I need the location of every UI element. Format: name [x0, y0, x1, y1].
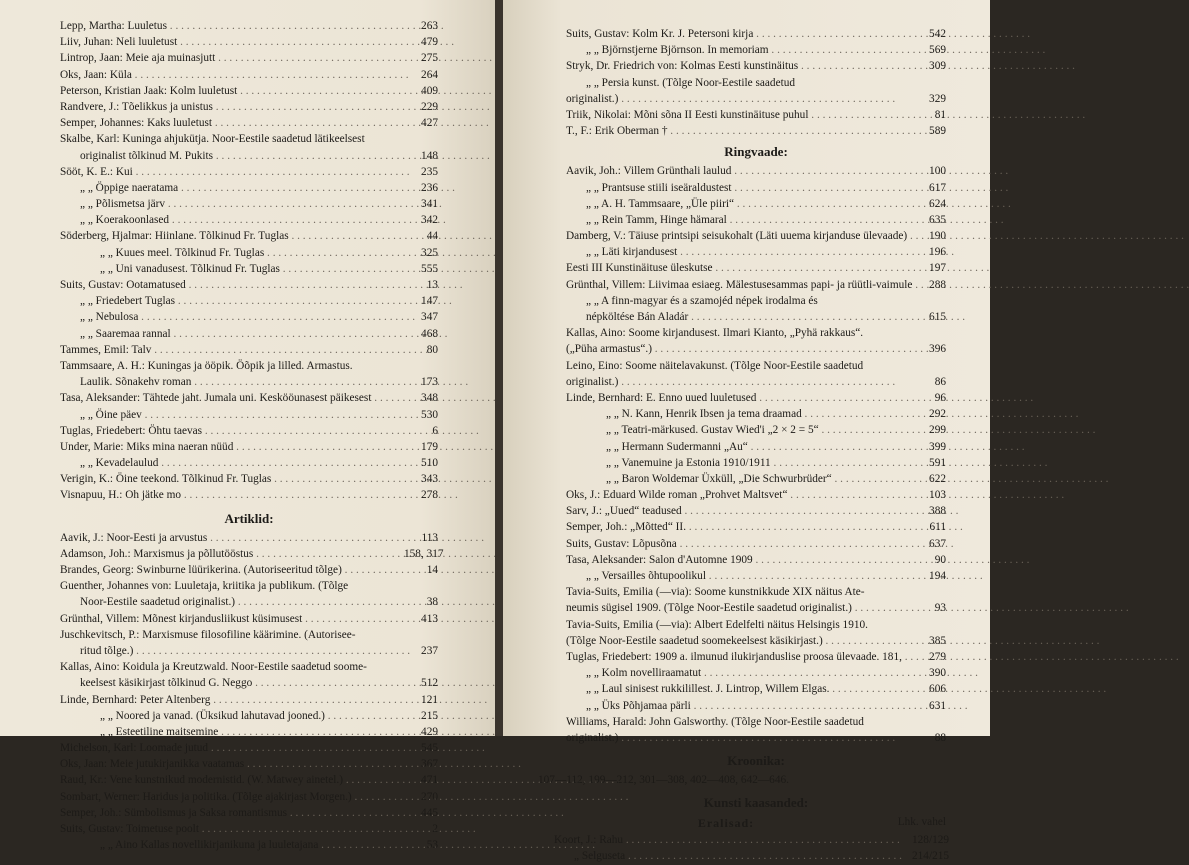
index-entry	[60, 342, 438, 358]
index-entry	[60, 675, 438, 691]
right-page	[503, 0, 990, 863]
entry-title: T., F.: Erik Oberman † . . .	[566, 123, 912, 139]
index-entry	[60, 374, 438, 390]
entry-title: „ „ Friedebert Tuglas . . .	[80, 293, 404, 309]
entry-page: 96	[934, 391, 946, 404]
entry-title: keelsest käsikirjast tõlkinud G. Neggo . . .	[80, 675, 404, 691]
entry-title: Aavik, Joh.: Villem Grünthali laulud . . .	[566, 163, 912, 179]
entry-title: Under, Marie: Miks mina naeran nüüd . . .	[60, 439, 404, 455]
index-entry	[60, 212, 438, 228]
art-subheading: Eralisad:	[697, 816, 755, 831]
index-entry	[566, 358, 946, 374]
index-entry	[60, 131, 438, 147]
entry-title: Leino, Eino: Soome näitelavakunst. (Tõlge Noor-Eestile saadetud	[566, 359, 864, 372]
entry-title: Verigin, K.: Öine teekond. Tõlkinud Fr. Tuglas . . .	[60, 471, 404, 487]
index-entry	[566, 584, 946, 600]
entry-title: originalist tõlkinud M. Pukits . . .	[80, 148, 404, 164]
entry-title: Tuglas, Friedebert: 1909 a. ilmunud ilukirjanduslise proosa ülevaade. 181, . . .	[566, 649, 912, 665]
index-entry	[566, 600, 946, 616]
entry-title: „ „ Baron Woldemar Üxküll, „Die Schwurbrüder“ . . .	[606, 471, 912, 487]
index-entry	[554, 832, 950, 848]
index-entry	[60, 471, 438, 487]
index-entry	[60, 455, 438, 471]
entry-title: „ „ Nebulosa . . .	[80, 309, 404, 325]
entry-page: 510	[421, 457, 438, 470]
entry-title: népköltése Bán Aladár . . .	[586, 309, 912, 325]
index-entry	[566, 503, 946, 519]
art-heading: Kunsti kaasanded:	[703, 795, 809, 811]
index-entry	[60, 99, 438, 115]
entry-title: „ Selguseta . . .	[574, 848, 912, 864]
entry-page: 512	[421, 677, 438, 690]
entry-title: „ „ Kolm novelliraamatut . . .	[586, 665, 912, 681]
entry-title: Sööt, K. E.: Kui . . .	[60, 164, 404, 180]
index-entry	[566, 75, 946, 91]
entry-title: „ „ Persia kunst. (Tõlge Noor-Eestile saadetud	[586, 76, 796, 89]
index-entry	[60, 530, 438, 546]
entry-page: 471	[421, 774, 438, 787]
entry-page: 329	[929, 92, 946, 105]
entry-title: Lintrop, Jaan: Meie aja muinasjutt . . .	[60, 50, 404, 66]
index-entry	[566, 107, 946, 123]
index-entry	[566, 439, 946, 455]
entry-page: 347	[421, 311, 438, 324]
entry-title: Söderberg, Hjalmar: Hiinlane. Tõlkinud Fr. Tuglas . . .	[60, 228, 404, 244]
entry-title: Oks, Jaan: Küla . . .	[60, 67, 404, 83]
entry-page: 194	[929, 570, 946, 582]
index-entry	[60, 326, 438, 342]
entry-page: 309	[929, 60, 946, 73]
entry-page: 237	[421, 644, 438, 657]
index-entry	[60, 627, 438, 643]
index-entry	[60, 293, 438, 309]
entry-page: 385	[929, 634, 946, 647]
entry-title: „ „ Läti kirjandusest . . .	[586, 244, 912, 260]
index-entry	[60, 34, 438, 50]
entry-title: „ „ Teatri-märkused. Gustav Wied'i „2 × 2 = 5“ . . .	[606, 422, 912, 438]
index-entry	[60, 245, 438, 261]
entry-title: Tammsaare, A. H.: Kuningas ja ööpik. Öõpik ja lilled. Armastus.	[60, 359, 353, 372]
entry-title: („Püha armastus“.) . . .	[566, 341, 912, 357]
index-entry	[60, 772, 438, 788]
entry-title: Suits, Gustav: Toimetuse poolt . . .	[60, 821, 404, 837]
index-entry	[60, 578, 438, 594]
art-subheading-row	[566, 814, 946, 832]
entry-title: Tavia-Suits, Emilia (—via): Soome kunstnikkude XIX näitus Ate-	[566, 586, 865, 599]
index-entry	[566, 633, 946, 649]
entry-title: „ „ Kuues meel. Tõlkinud Fr. Tuglas . . .	[100, 245, 404, 261]
entry-page: 121	[421, 693, 438, 706]
chronicle-pages: 107—112, 199—212, 301—308, 402—408, 642—646.	[538, 774, 789, 787]
left-page	[0, 0, 495, 852]
entry-page: 445	[421, 806, 438, 819]
index-entry	[566, 91, 946, 107]
entry-title: „ „ Rein Tamm, Hinge hämaral . . .	[586, 212, 912, 228]
entry-page: 396	[929, 343, 946, 356]
index-entry	[566, 714, 946, 730]
entry-title: Tammes, Emil: Talv . . .	[60, 342, 404, 358]
entry-page: 81	[934, 108, 946, 121]
index-entry	[60, 67, 438, 83]
index-entry	[566, 649, 946, 665]
entry-page: 196	[929, 246, 946, 259]
entry-title: Grünthal, Villem: Mõnest kirjandusliikust küsimusest . . .	[60, 611, 404, 627]
index-entry	[566, 293, 946, 309]
entry-title: „ „ Laul sinisest rukkilillest. J. Lintrop, Willem Elgas. . . .	[586, 681, 912, 697]
entry-title: „ „ Vanemuine ja Estonia 1910/1911 . . .	[606, 455, 912, 471]
entry-title: Koort, J.: Rahu . . .	[554, 832, 912, 848]
index-entry	[566, 341, 946, 357]
entry-title: Grünthal, Villem: Liivimaa esiaeg. Mälestusesammas papi- ja rüütli-vaimule . . .	[566, 277, 912, 293]
entry-page: 341	[421, 198, 438, 211]
entry-page: 113	[421, 531, 438, 544]
entry-title: „ „ Uni vanadusest. Tõlkinud Fr. Tuglas . . .	[100, 261, 404, 277]
entry-title: Damberg, V.: Täiuse printsipi seisukohalt (Läti uuema kirjanduse ülevaade) . . .	[566, 228, 912, 244]
entry-title: Suits, Gustav: Lõpusõna . . .	[566, 536, 912, 552]
index-entry	[60, 643, 438, 659]
entry-page: 6	[432, 424, 438, 437]
entry-title: Liiv, Juhan: Neli luuletust . . .	[60, 34, 404, 50]
entry-page: 197	[929, 262, 946, 275]
index-entry	[566, 163, 946, 179]
articles-list	[60, 530, 444, 854]
index-entry	[60, 390, 438, 406]
entry-title: Noor-Eestile saadetud originalist.) . . .	[80, 594, 404, 610]
entry-page: 479	[421, 36, 438, 49]
index-entry	[60, 837, 438, 853]
entry-title: „ „ Öppige naeratama . . .	[80, 180, 404, 196]
entry-title: Linde, Bernhard: E. Enno uued luuletused . . .	[566, 390, 912, 406]
entry-page: 279	[929, 650, 946, 663]
entry-page: 263	[421, 20, 438, 32]
entry-page: 128/129	[912, 834, 950, 847]
entry-page: 270	[421, 790, 438, 803]
entry-page: 288	[929, 278, 946, 291]
index-entry	[566, 374, 946, 390]
index-entry	[60, 261, 438, 277]
entry-title: Skalbe, Karl: Kuninga ahjukütja. Noor-Eestile saadetud lätikeelsest	[60, 133, 365, 146]
top-entries-list	[566, 26, 946, 139]
index-entry	[60, 659, 438, 675]
entry-title: Eesti III Kunstinäituse üleskutse . . .	[566, 260, 912, 276]
index-entry	[60, 708, 438, 724]
index-entry	[60, 740, 438, 756]
entry-page: 631	[929, 699, 946, 712]
entry-title: „ „ Üks Põhjamaa pärli . . .	[586, 698, 912, 714]
entry-page: 148	[421, 149, 438, 162]
entry-page: 468	[421, 327, 438, 340]
entry-title: Semper, Joh.: „Mõtted“ II. . . .	[566, 519, 912, 535]
entry-page: 214/215	[912, 850, 950, 863]
index-entry	[566, 260, 946, 276]
entry-title: Oks, Jaan: Meie jutukirjanikka vaatamas . . .	[60, 756, 404, 772]
index-entry	[566, 212, 946, 228]
entry-title: „ „ Björnstjerne Björnson. In memoriam . . .	[586, 42, 912, 58]
entry-page: 147	[421, 295, 438, 308]
entry-title: „ „ Versailles õhtupoolikul . . .	[586, 568, 912, 584]
entry-title: „ „ A. H. Tammsaare, „Üle piiri“ . . .	[586, 196, 912, 212]
art-page-col-label: Lhk. vahel	[897, 816, 946, 829]
entry-page: 44	[426, 230, 438, 243]
entry-page: 235	[421, 165, 438, 178]
index-entry	[60, 228, 438, 244]
entry-title: Semper, Johannes: Kaks luuletust . . .	[60, 115, 404, 131]
index-entry	[60, 546, 444, 562]
entry-page: 275	[421, 52, 438, 65]
entry-title: „ „ Saaremaa rannal . . .	[80, 326, 404, 342]
entry-title: Suits, Gustav: Ootamatused . . .	[60, 277, 404, 293]
entry-title: Tuglas, Friedebert: Öhtu taevas . . .	[60, 423, 404, 439]
entry-title: „ „ Aino Kallas novellikirjanikuna ja luuletajana . . .	[100, 837, 404, 853]
entry-title: Tasa, Aleksander: Salon d'Automne 1909 . . .	[566, 552, 912, 568]
index-entry	[566, 568, 946, 584]
entry-title: „ „ Põlismetsa järv . . .	[80, 196, 404, 212]
index-entry	[566, 277, 946, 293]
entry-page: 100	[929, 165, 946, 178]
index-entry	[60, 358, 438, 374]
entry-title: Adamson, Joh.: Marxismus ja põllutööstus . . .	[60, 546, 404, 562]
index-entry	[60, 115, 438, 131]
index-entry	[566, 390, 946, 406]
index-entry	[566, 196, 946, 212]
index-entry	[566, 406, 946, 422]
index-entry	[566, 471, 946, 487]
entry-page: 343	[421, 473, 438, 486]
entry-title: Lepp, Martha: Luuletus . . .	[60, 18, 404, 34]
index-entry	[566, 228, 946, 244]
entry-title: originalist.) . . .	[566, 91, 912, 107]
entry-page: 229	[421, 100, 438, 113]
entry-page: 622	[929, 472, 946, 485]
index-entry	[60, 789, 438, 805]
entry-page: 93	[934, 602, 946, 615]
index-entry	[60, 407, 438, 423]
poems-list	[60, 18, 438, 504]
entry-title: Visnapuu, H.: Oh jätke mo . . .	[60, 487, 404, 503]
entry-page: 299	[929, 424, 946, 437]
entry-title: „ „ Öine päev . . .	[80, 407, 404, 423]
entry-page: 390	[929, 667, 946, 680]
index-entry	[566, 519, 946, 535]
index-entry	[60, 756, 438, 772]
entry-page: 569	[929, 44, 946, 57]
entry-page: 635	[929, 213, 946, 226]
entry-page: 388	[929, 505, 946, 518]
index-entry	[60, 196, 438, 212]
entry-title: Oks, J.: Eduard Wilde roman „Prohvet Maltsvet“ . . .	[566, 487, 912, 503]
entry-title: Stryk, Dr. Friedrich von: Kolmas Eesti kunstinäitus . . .	[566, 58, 912, 74]
entry-page: 292	[929, 408, 946, 421]
entry-page: 591	[929, 456, 946, 469]
chronicle-heading: Kroonika:	[727, 753, 785, 769]
index-entry	[566, 536, 946, 552]
index-entry	[566, 730, 946, 746]
entry-page: 158, 317	[404, 547, 444, 560]
index-entry	[60, 562, 438, 578]
entry-title: Linde, Bernhard: Peter Altenberg . . .	[60, 692, 404, 708]
entry-page: 38	[426, 596, 438, 609]
entry-page: 190	[929, 230, 946, 243]
index-entry	[60, 611, 438, 627]
entry-page: 615	[929, 311, 946, 323]
entry-title: Guenther, Johannes von: Luuletaja, kriitika ja publikum. (Tõlge	[60, 580, 349, 593]
entry-page: 278	[421, 489, 438, 502]
index-entry	[60, 805, 438, 821]
entry-title: Sombart, Werner: Haridus ja politika. (Tõlge ajakirjast Morgen.) . . .	[60, 789, 404, 805]
entry-title: neumis sügisel 1909. (Tõlge Noor-Eestile saadetud originalist.) . . .	[566, 600, 912, 616]
entry-page: 555	[421, 262, 438, 275]
entry-title: Raud, Kr.: Vene kunstnikud modernistid. (W. Matwey ainetel.) . . .	[60, 772, 404, 788]
index-entry	[60, 277, 438, 293]
entry-title: Tavia-Suits, Emilia (—via): Albert Edelfelti näitus Helsingis 1910.	[566, 618, 868, 631]
entry-page: 88	[934, 731, 946, 744]
entry-page: 2	[432, 823, 438, 835]
entry-page: 236	[421, 181, 438, 194]
entry-title: „ „ A finn-magyar és a szamojéd népek irodalma és	[586, 294, 818, 307]
index-entry	[60, 50, 438, 66]
entry-title: ritud tõlge.) . . .	[80, 643, 404, 659]
entry-title: Peterson, Kristian Jaak: Kolm luuletust . . .	[60, 83, 404, 99]
entry-title: Triik, Nikolai: Mõni sõna II Eesti kunstinäituse puhul . . .	[566, 107, 912, 123]
book-gutter	[495, 0, 503, 736]
index-entry	[60, 692, 438, 708]
index-entry	[566, 123, 946, 139]
entry-page: 215	[421, 709, 438, 722]
entry-title: originalist.) . . .	[566, 730, 912, 746]
entry-page: 427	[421, 117, 438, 130]
index-entry	[60, 423, 438, 439]
index-entry	[566, 422, 946, 438]
index-entry	[60, 724, 438, 740]
entry-title: Laulik. Sõnakehv roman . . .	[80, 374, 404, 390]
entry-page: 13	[426, 279, 438, 291]
entry-title: (Tõlge Noor-Eestile saadetud soomekeelsest käsikirjast.) . . .	[566, 633, 912, 649]
entry-title: Aavik, J.: Noor-Eesti ja arvustus . . .	[60, 530, 404, 546]
index-entry	[566, 42, 946, 58]
entry-title: originalist.) . . .	[566, 374, 912, 390]
index-entry	[566, 180, 946, 196]
entry-page: 53	[426, 839, 438, 852]
index-entry	[60, 180, 438, 196]
entry-title: „ „ Koerakoonlased . . .	[80, 212, 404, 228]
index-entry	[566, 58, 946, 74]
entry-page: 617	[929, 181, 946, 194]
entry-title: Juschkevitsch, P.: Marxismuse filosofiline käärimine. (Autorisee-	[60, 628, 356, 641]
index-entry	[60, 821, 438, 837]
entry-title: „ „ Kevadelaulud . . .	[80, 455, 404, 471]
entry-page: 342	[421, 214, 438, 227]
entry-page: 264	[421, 68, 438, 81]
entry-page: 624	[929, 197, 946, 210]
articles-heading: Artiklid:	[224, 510, 274, 526]
entry-page: 179	[421, 440, 438, 453]
left-column	[60, 18, 444, 853]
index-entry	[566, 244, 946, 260]
entry-page: 409	[421, 84, 438, 97]
entry-title: „ „ Hermann Sudermanni „Au“ . . .	[606, 439, 912, 455]
entry-page: 606	[929, 683, 946, 696]
entry-title: Semper, Joh.: Sümbolismus ja Saksa romantismus . . .	[60, 805, 404, 821]
review-list	[566, 163, 946, 746]
entry-page: 399	[929, 440, 946, 453]
entry-page: 86	[934, 375, 946, 388]
entry-title: „ „ N. Kann, Henrik Ibsen ja tema draamad . . .	[606, 406, 912, 422]
index-entry	[566, 681, 946, 697]
entry-title: Michelson, Karl: Loomade jutud . . .	[60, 740, 404, 756]
entry-page: 542	[929, 28, 946, 40]
index-entry	[554, 848, 950, 864]
entry-page: 325	[421, 246, 438, 259]
index-entry	[566, 309, 946, 325]
entry-page: 367	[421, 758, 438, 771]
index-entry	[60, 487, 438, 503]
index-entry	[566, 698, 946, 714]
entry-title: Tasa, Aleksander: Tähtede jaht. Jumala uni. Keskööunasest päikesest . . .	[60, 390, 404, 406]
art-list	[554, 832, 950, 864]
entry-page: 103	[929, 489, 946, 502]
index-entry	[60, 18, 438, 34]
entry-page: 413	[421, 612, 438, 625]
review-heading: Ringvaade:	[724, 144, 788, 160]
entry-page: 90	[934, 553, 946, 566]
entry-title: Kallas, Aino: Soome kirjandusest. Ilmari Kianto, „Pyhä rakkaus“.	[566, 327, 864, 340]
index-entry	[60, 148, 438, 164]
entry-page: 545	[421, 742, 438, 755]
index-entry	[566, 665, 946, 681]
index-entry	[60, 83, 438, 99]
right-column	[538, 26, 950, 865]
index-entry	[566, 26, 946, 42]
entry-title: Kallas, Aino: Koidula ja Kreutzwald. Noor-Eestile saadetud soome-	[60, 661, 367, 674]
entry-page: 637	[929, 537, 946, 550]
index-entry	[60, 309, 438, 325]
index-entry	[566, 552, 946, 568]
index-entry	[566, 617, 946, 633]
entry-title: „ „ Esteetiline maitsemine . . .	[100, 724, 404, 740]
index-entry	[60, 164, 438, 180]
entry-title: Randvere, J.: Tõelikkus ja unistus . . .	[60, 99, 404, 115]
index-entry	[60, 594, 438, 610]
entry-title: Williams, Harald: John Galsworthy. (Tõlge Noor-Eestile saadetud	[566, 715, 864, 728]
entry-title: „ „ Prantsuse stiili iseäraldustest . . .	[586, 180, 912, 196]
entry-title: Brandes, Georg: Swinburne lüürikerina. (Autoriseeritud tõlge) . . .	[60, 562, 404, 578]
entry-title: Sarv, J.: „Uued“ teadused . . .	[566, 503, 912, 519]
entry-page: 429	[421, 725, 438, 738]
entry-page: 80	[426, 343, 438, 356]
entry-title: Suits, Gustav: Kolm Kr. J. Petersoni kirja . . .	[566, 26, 912, 42]
entry-page: 611	[929, 521, 946, 534]
entry-page: 173	[421, 376, 438, 389]
index-entry	[566, 325, 946, 341]
entry-page: 348	[421, 392, 438, 405]
index-entry	[60, 439, 438, 455]
entry-page: 530	[421, 408, 438, 421]
entry-page: 589	[929, 125, 946, 138]
index-entry	[566, 455, 946, 471]
entry-page: 14	[426, 564, 438, 576]
index-entry	[566, 487, 946, 503]
entry-title: „ „ Noored ja vanad. (Üksikud lahutavad jooned.) . . .	[100, 708, 404, 724]
